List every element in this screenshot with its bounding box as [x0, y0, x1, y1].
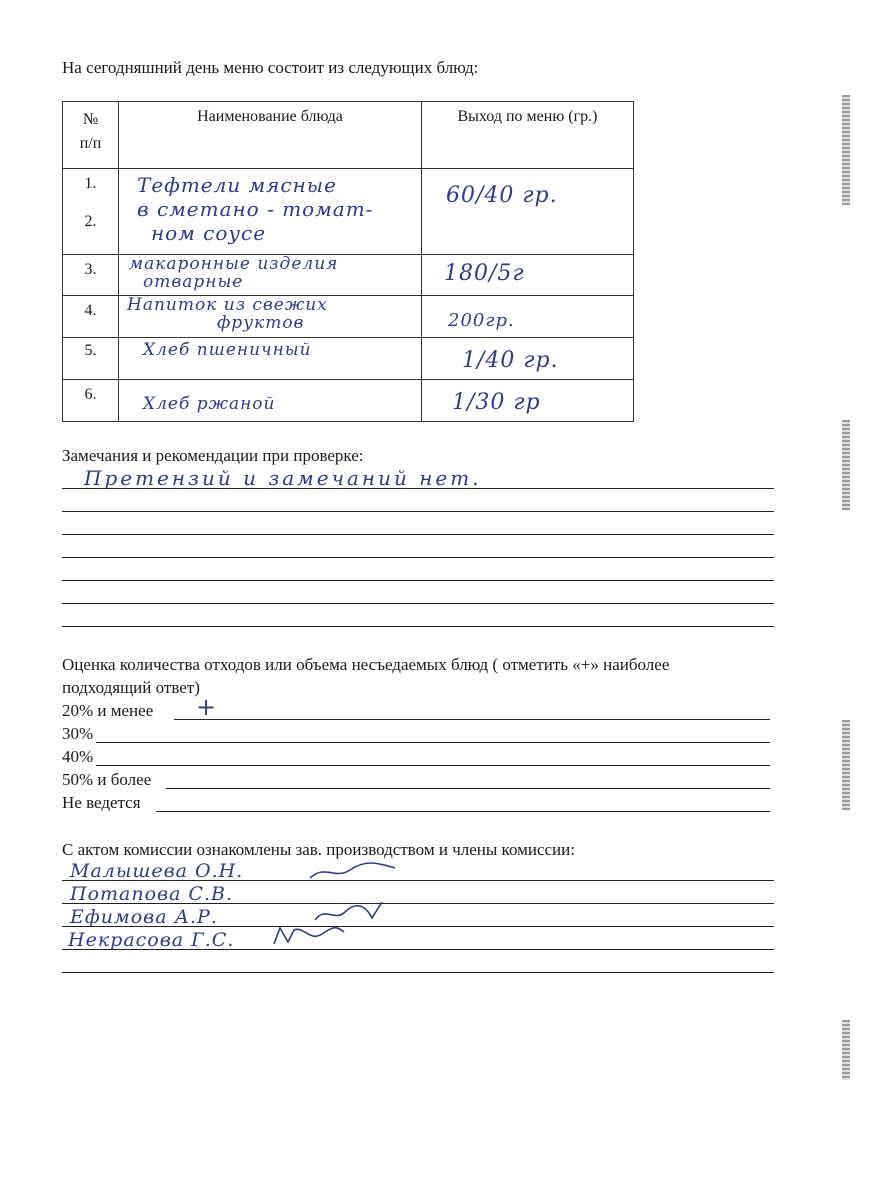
table-row	[63, 380, 634, 422]
commission-member-name: Потапова С.В.	[70, 883, 234, 905]
commission-member-name: Малышева О.Н.	[70, 860, 244, 882]
table-row	[63, 296, 634, 338]
dish-name: в сметано - томат-	[137, 197, 374, 221]
dish-name: Тефтели мясные	[137, 173, 337, 197]
row-num: 4.	[63, 296, 119, 338]
commission-member-name: Некрасова Г.С.	[68, 929, 235, 951]
row-num: 3.	[63, 255, 119, 296]
row-num: 5.	[63, 338, 119, 380]
dish-name: Напиток из свежих	[127, 295, 328, 315]
intro-text: На сегодняшний день меню состоит из следующих блюд:	[62, 58, 479, 77]
dish-name: макаронные изделия	[129, 254, 339, 274]
waste-option-label: 40%	[62, 747, 94, 766]
remarks-label: Замечания и рекомендации при проверке:	[62, 446, 364, 465]
dish-name: Хлеб пшеничный	[143, 340, 312, 360]
scan-edge-mark	[842, 95, 850, 205]
ack-label: С актом комиссии ознакомлены зав. производством и члены комиссии:	[62, 840, 575, 859]
waste-title-2: подходящий ответ)	[62, 678, 200, 697]
dish-yield: 200гр.	[448, 310, 515, 331]
signature-4	[270, 922, 350, 950]
scan-edge-mark	[842, 720, 850, 810]
waste-option-label: 50% и более	[62, 770, 152, 789]
menu-table	[62, 101, 634, 422]
table-row	[63, 255, 634, 296]
scan-edge-mark	[842, 1020, 850, 1080]
dish-yield: 60/40 гр.	[446, 183, 558, 208]
header-yield: Выход по меню (гр.)	[422, 102, 634, 169]
scan-edge-mark	[842, 420, 850, 510]
dish-yield: 180/5г	[444, 261, 525, 286]
dish-name: Хлеб ржаной	[143, 394, 276, 414]
header-num: № п/п	[63, 102, 119, 169]
waste-title: Оценка количества отходов или объема несъедаемых блюд ( отметить «+» наиболее	[62, 655, 670, 674]
waste-option-label: Не ведется	[62, 793, 141, 812]
dish-yield: 1/30 гр	[452, 390, 541, 415]
remarks-handwritten: Претензий и замечаний нет.	[84, 466, 482, 490]
header-name: Наименование блюда	[119, 102, 422, 169]
dish-name: отварные	[143, 272, 244, 292]
row-num: 1.	[84, 175, 97, 192]
waste-option-label: 30%	[62, 724, 94, 743]
row-num: 2.	[84, 213, 97, 230]
row-num: 6.	[63, 380, 119, 422]
waste-option-mark: +	[196, 693, 218, 721]
table-row	[63, 169, 634, 255]
dish-name: ном соусе	[151, 221, 267, 245]
table-row	[63, 338, 634, 380]
waste-option-label: 20% и менее	[62, 701, 154, 720]
commission-member-name: Ефимова А.Р.	[70, 906, 218, 928]
dish-name: фруктов	[217, 313, 305, 333]
dish-yield: 1/40 гр.	[462, 348, 559, 373]
